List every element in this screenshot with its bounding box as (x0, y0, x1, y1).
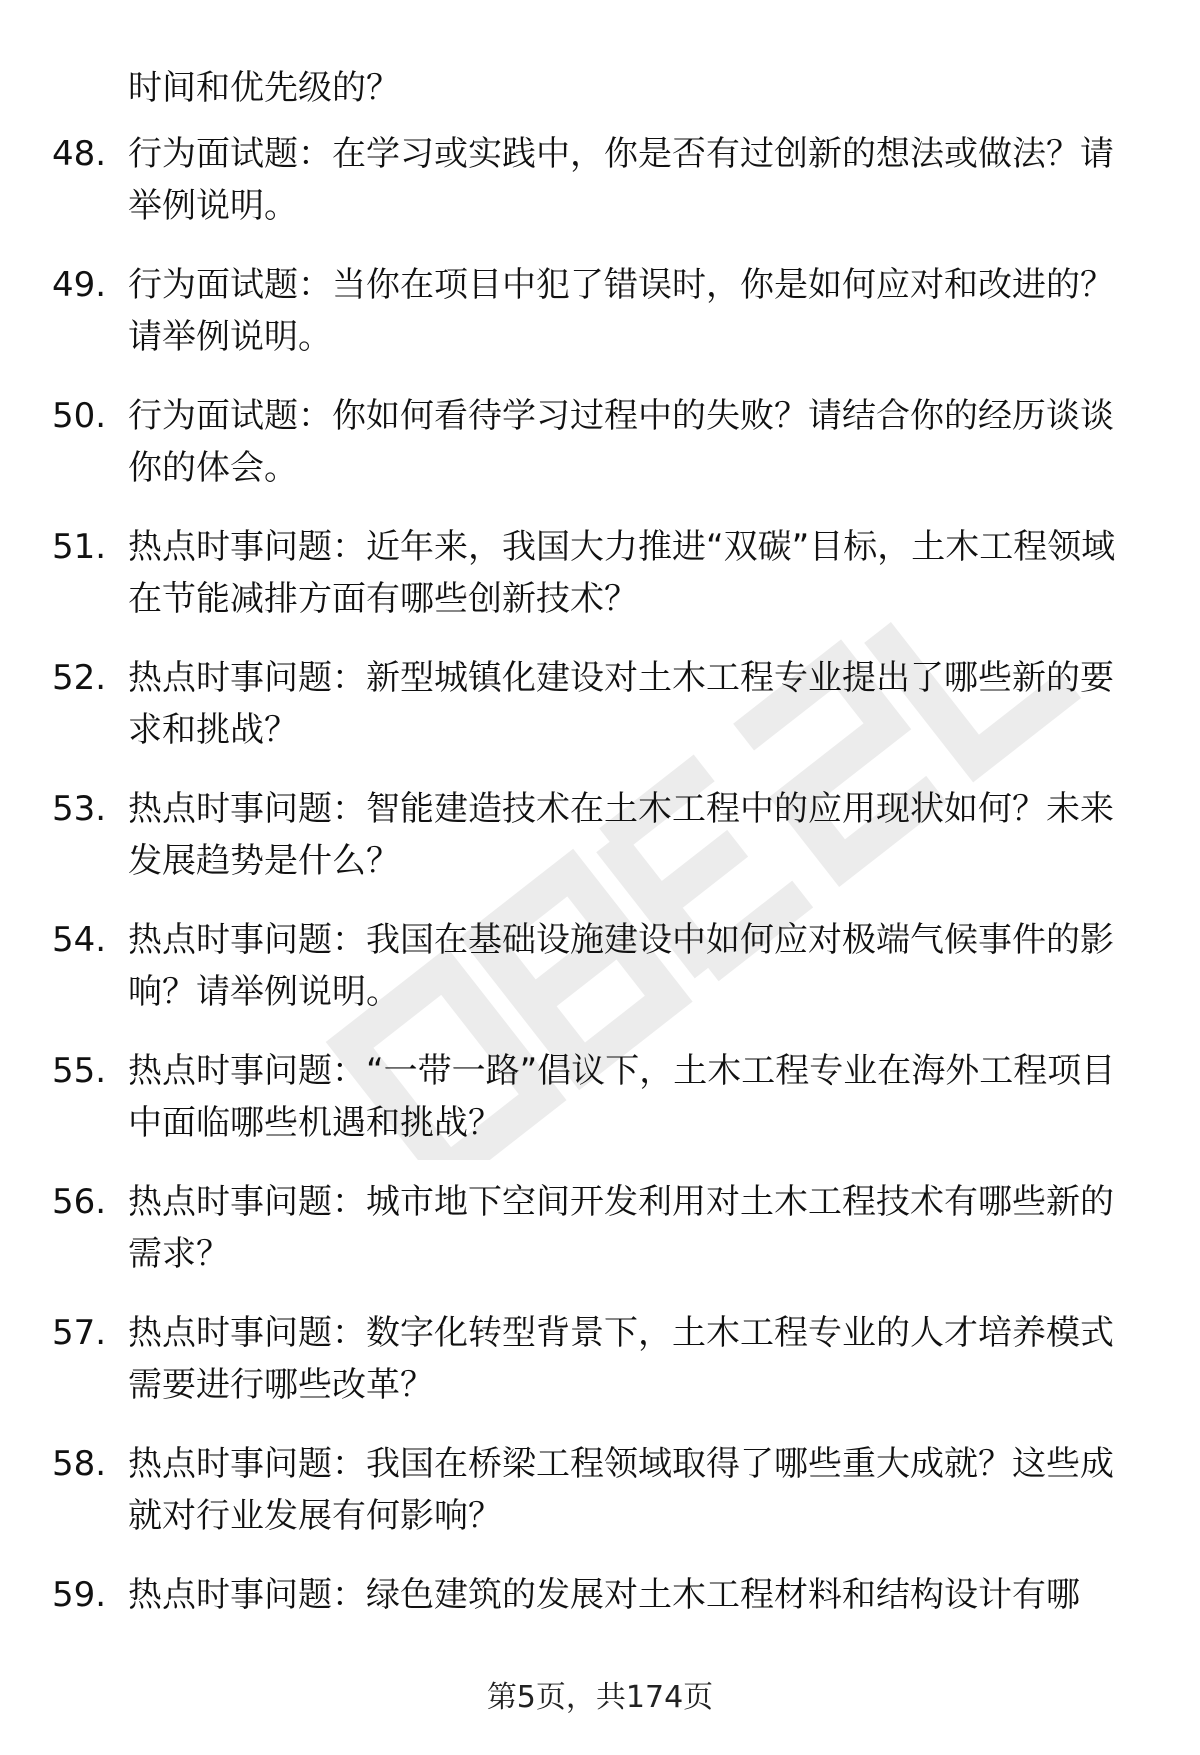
item-number: 54. (52, 920, 107, 960)
item-number: 51. (52, 527, 107, 567)
list-item (0, 390, 1200, 521)
item-text: 热点时事问题：绿色建筑的发展对土木工程材料和结构设计有哪 (128, 1575, 1080, 1615)
item-text: 热点时事问题：我国在基础设施建设中如何应对极端气候事件的影响？请举例说明。 (128, 920, 1114, 1012)
list-item (0, 1438, 1200, 1569)
item-text: 行为面试题：当你在项目中犯了错误时，你是如何应对和改进的？请举例说明。 (128, 265, 1114, 357)
item-number: 52. (52, 658, 107, 698)
list-item (0, 1176, 1200, 1307)
list-item (0, 521, 1200, 652)
item-text: 行为面试题：在学习或实践中，你是否有过创新的想法或做法？请举例说明。 (128, 134, 1114, 226)
list-item (0, 652, 1200, 783)
list-item (0, 1045, 1200, 1176)
item-text: 热点时事问题：数字化转型背景下，土木工程专业的人才培养模式需要进行哪些改革？ (128, 1313, 1114, 1405)
item-text: 热点时事问题：近年来，我国大力推进“双碳”目标，土木工程领域在节能减排方面有哪些创新技术？ (128, 527, 1116, 619)
item-number: 59. (52, 1575, 107, 1615)
list-item (0, 259, 1200, 390)
item-text: 热点时事问题：新型城镇化建设对土木工程专业提出了哪些新的要求和挑战？ (128, 658, 1114, 750)
item-number: 49. (52, 265, 107, 305)
item-number: 55. (52, 1051, 107, 1091)
item-number: 48. (52, 134, 107, 174)
list-item (0, 783, 1200, 914)
item-text: 热点时事问题：“一带一路”倡议下，土木工程专业在海外工程项目中面临哪些机遇和挑战？ (128, 1051, 1116, 1143)
item-number: 50. (52, 396, 107, 436)
page-footer: 第5页，共174页 (486, 1680, 714, 1715)
list-item (0, 914, 1200, 1045)
item-number: 58. (52, 1444, 107, 1484)
list-item (0, 1307, 1200, 1438)
item-number: 53. (52, 789, 107, 829)
item-text: 热点时事问题：我国在桥梁工程领域取得了哪些重大成就？这些成就对行业发展有何影响？ (128, 1444, 1114, 1536)
question-list (0, 128, 1200, 1700)
item-number: 56. (52, 1182, 107, 1222)
item-number: 57. (52, 1313, 107, 1353)
list-item (0, 128, 1200, 259)
item-text: 热点时事问题：智能建造技术在土木工程中的应用现状如何？未来发展趋势是什么？ (128, 789, 1114, 881)
item-text: 行为面试题：你如何看待学习过程中的失败？请结合你的经历谈谈你的体会。 (128, 396, 1114, 488)
continuation-text: 时间和优先级的？ (128, 68, 400, 108)
item-text: 热点时事问题：城市地下空间开发利用对土木工程技术有哪些新的需求？ (128, 1182, 1114, 1274)
